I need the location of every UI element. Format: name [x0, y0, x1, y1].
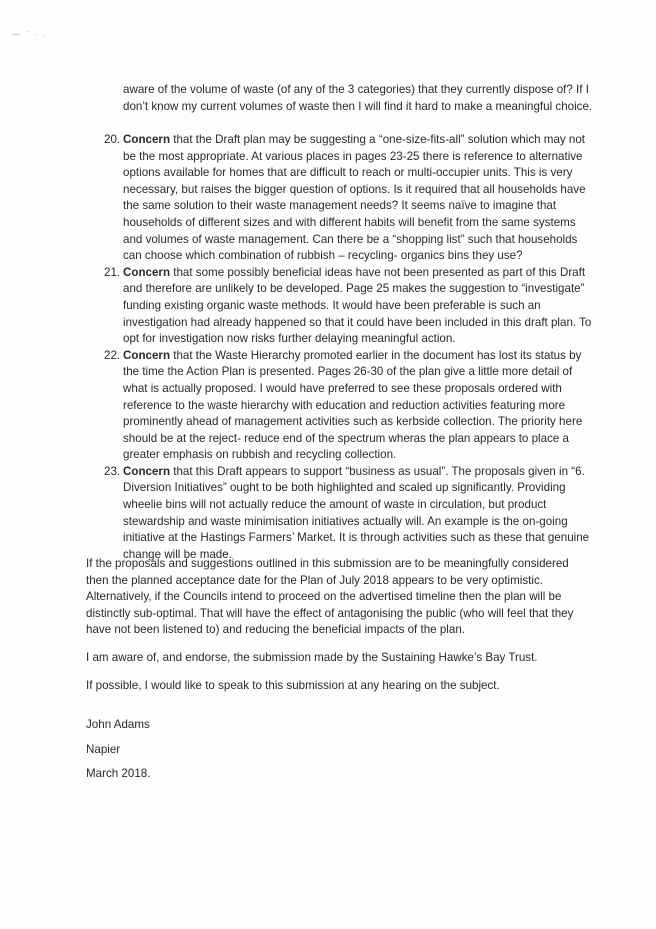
item-text: that some possibly beneficial ideas have not been presented as part of this Draft and therefore are unlikely to be developed. Page 25 makes the suggestion to “investigate” funding existing organic waste methods. It would have been preferable is such an investigation had already happened so that it could have been included in this draft plan. To opt for investigation now risks further delaying meaningful action.: [123, 265, 592, 346]
hearing-request-paragraph: If possible, I would like to speak to this submission at any hearing on the subject.: [86, 678, 500, 692]
signature-date: March 2018.: [86, 767, 151, 781]
item-lead: Concern: [123, 348, 171, 362]
continuation-text: aware of the volume of waste (of any of the 3 categories) that they currently dispose of? If I don’t know my current volumes of waste then I will find it hard to make a meaningful choice.: [123, 83, 593, 113]
closing-section: [86, 556, 594, 705]
item-lead: Concern: [123, 133, 171, 146]
item-number: 22.: [104, 348, 121, 362]
signature-place: Napier: [86, 742, 121, 756]
signature-block: [86, 717, 594, 791]
scan-artifact: — ’ · ․: [12, 30, 48, 39]
list-item: [86, 132, 594, 265]
concern-list: [86, 132, 594, 563]
item-text: that the Waste Hierarchy promoted earlier in the document has lost its status by the time the Action Plan is presented. Pages 26-30 of the plan give a little more detail of what is actually proposed. I would have preferred to see these proposals ordered with reference to the waste hierarchy with education and reduction activities featuring more prominently ahead of management activities such as kerbside collection. The priority here should be at the reject- reduce end of the spectrum wheras the plan appears to place a greater emphasis on rubbish and recycling collection.: [123, 348, 583, 462]
item-number: 20.: [104, 133, 121, 146]
list-item: [86, 348, 594, 464]
item-text: that the Draft plan may be suggesting a “one-size-fits-all” solution which may not be the most appropriate. At various places in pages 23-25 there is reference to alternative options available for homes that are difficult to reach or multi-occupier units. This is very necessary, but raises the bigger question of options. Is it required that all households have the same solution to their waste management needs? It seems naïve to imagine that households of different sizes and with different habits will benefit from the same systems and volumes of waste management. Can there be a “shopping list” such that households can choose which combination of rubbish – recycling- organics bins they use?: [123, 133, 586, 263]
continuation-paragraph: [123, 82, 593, 115]
endorsement-paragraph: I am aware of, and endorse, the submission made by the Sustaining Hawke’s Bay Trust.: [86, 650, 538, 664]
item-lead: Concern: [123, 464, 171, 478]
closing-paragraph: If the proposals and suggestions outlined in this submission are to be meaningfully considered then the planned acceptance date for the Plan of July 2018 appears to be very optimistic. Alternatively, if the Councils intend to proceed on the advertised timeline then the plan will be distinctly sub-optimal. That will have the effect of antagonising the public (who will feel that they have not been listened to) and reducing the beneficial impacts of the plan.: [86, 557, 574, 637]
list-item: [86, 265, 594, 348]
item-lead: Concern: [123, 265, 171, 279]
list-item: [86, 464, 594, 564]
signature-name: John Adams: [86, 718, 150, 731]
item-text: that this Draft appears to support “business as usual”. The proposals given in “6. Diversion Initiatives” ought to be both highlighted and scaled up significantly. Providing wheelie bins will not actually reduce the amount of waste in circulation, but product stewardship and waste minimisation initiatives actually will. An example is the on-going initiative at the Hastings Farmers’ Market. It is through activities such as these that genuine change will be made.: [123, 464, 590, 561]
item-number: 23.: [104, 464, 121, 478]
item-number: 21.: [104, 265, 121, 279]
